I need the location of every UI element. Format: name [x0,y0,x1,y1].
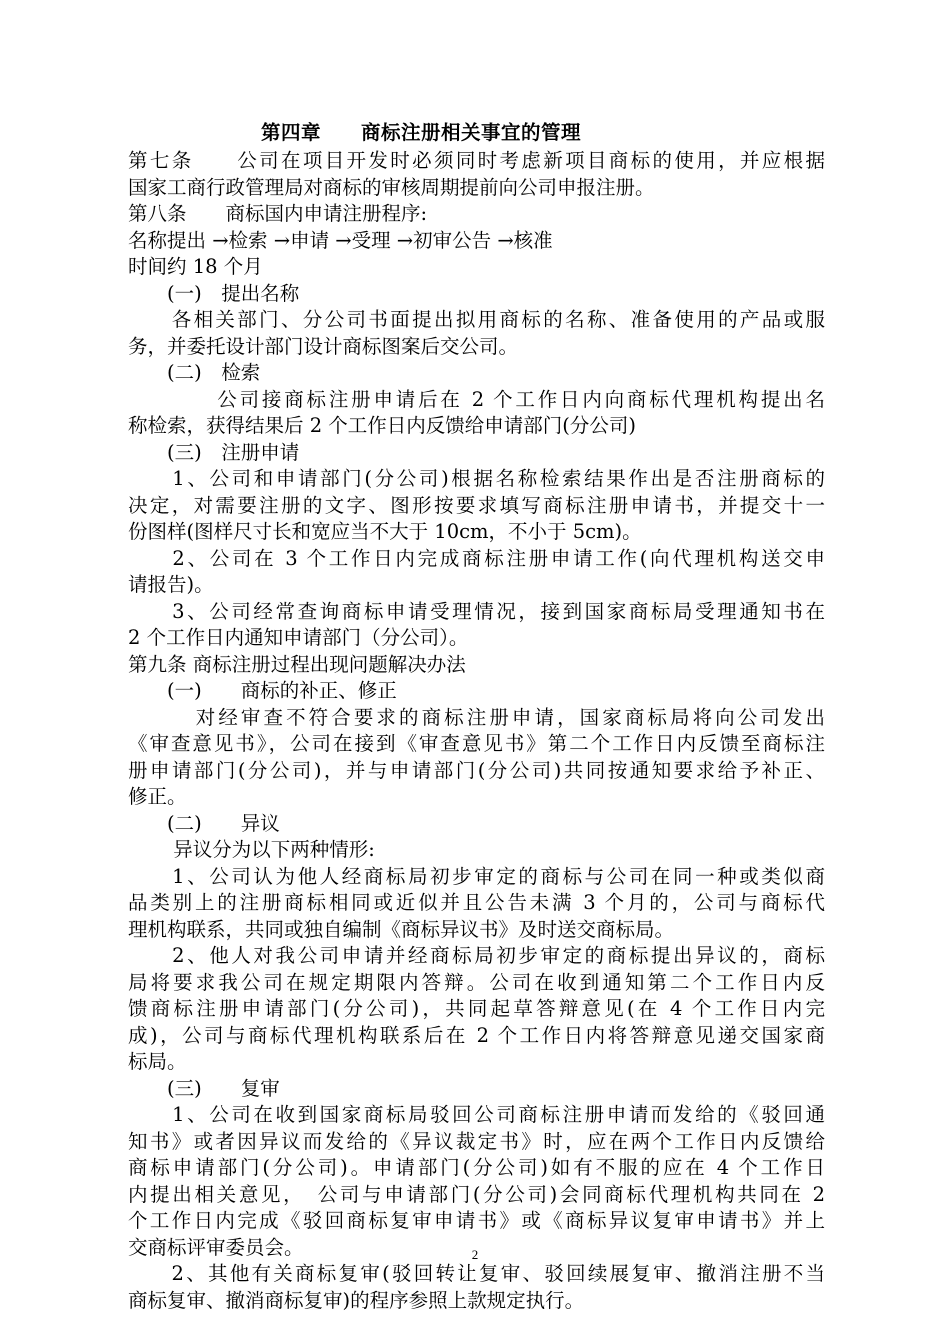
text-line-content: 商标申请部门(分公司)。申请部门(分公司)如有不服的应在 4 个工作日 [128,1156,825,1179]
text-line-content: (三) 注册申请 [128,440,300,464]
text-line [128,572,825,599]
text-line-content: 品类别上的注册商标相同或近似并且公告未满 3 个月的，公司与商标代 [128,891,825,914]
text-line [128,387,825,414]
text-line-content: 2 个工作日内通知申请部门（分公司）。 [128,626,469,649]
text-line-content: 2、他人对我公司申请并经商标局初步审定的商标提出异议的，商标 [128,944,825,967]
text-line-content: 各相关部门、分公司书面提出拟用商标的名称、准备使用的产品或服 [128,308,825,331]
text-line [128,413,825,440]
text-line [128,201,825,228]
text-line [128,599,825,626]
text-line-content: (二) 异议 [128,811,280,835]
text-line-content: 知书》或者因异议而发给的《异议裁定书》时，应在两个工作日内反馈给 [128,1129,825,1153]
paragraph-lines [128,148,825,1314]
text-line [128,281,825,308]
text-line [128,864,825,891]
text-line [128,996,825,1023]
text-line-content: 第七条 公司在项目开发时必须同时考虑新项目商标的使用，并应根据 [128,149,825,172]
text-line-content: 2、其他有关商标复审(驳回转让复审、驳回续展复审、撤消注册不当 [128,1262,825,1285]
text-line-content: 务，并委托设计部门设计商标图案后交公司。 [128,334,519,358]
text-line [128,970,825,997]
text-line [128,334,825,361]
text-line [128,519,825,546]
text-line [128,731,825,758]
text-line [128,705,825,732]
text-line [128,1049,825,1076]
text-line-content: 标局。 [128,1050,187,1073]
text-line [128,1129,825,1156]
text-line-content: 1、公司和申请部门(分公司)根据名称检索结果作出是否注册商标的 [128,467,825,490]
text-line [128,148,825,175]
text-line [128,1261,825,1288]
text-line-content: 国家工商行政管理局对商标的审核周期提前向公司申报注册。 [128,175,655,199]
text-line [128,1155,825,1182]
text-line-content: 决定，对需要注册的文字、图形按要求填写商标注册申请书，并提交十一 [128,493,825,517]
text-line-content: 对经审查不符合要求的商标注册申请，国家商标局将向公司发出 [128,705,825,729]
text-line [128,493,825,520]
text-line [128,254,825,281]
page-number: 2 [471,1247,479,1262]
text-line-content: 2、公司在 3 个工作日内完成商标注册申请工作(向代理机构送交申 [128,546,825,570]
text-line [128,1288,825,1315]
text-line-content: 3、公司经常查询商标申请受理情况，接到国家商标局受理通知书在 [128,599,825,623]
text-line [128,228,825,255]
text-line-content: 异议分为以下两种情形: [128,838,375,861]
text-line-content: 请报告)。 [128,573,214,596]
text-line-content: 局将要求我公司在规定期限内答辩。公司在收到通知第二个工作日内反 [128,970,825,994]
text-line [128,1102,825,1129]
text-line-content: (一) 商标的补正、修正 [128,679,397,702]
text-line-content: 修正。 [128,785,187,808]
text-line [128,652,825,679]
text-line-content: 交商标评审委员会。 [128,1235,304,1259]
text-line-content: 商标复审、撤消商标复审)的程序参照上款规定执行。 [128,1288,585,1312]
text-line [128,1208,825,1235]
text-line [128,466,825,493]
text-line-content: 1、公司认为他人经商标局初步审定的商标与公司在同一种或类似商 [128,864,825,888]
text-line [128,837,825,864]
text-line-content: 《审查意见书》，公司在接到《审查意见书》第二个工作日内反馈至商标注 [128,732,825,755]
text-line [128,1076,825,1103]
chapter-title: 第四章 商标注册相关事宜的管理 [261,121,582,144]
text-line-content: 理机构联系，共同或独自编制《商标异议书》及时送交商标局。 [128,917,675,941]
text-line [128,546,825,573]
text-line-content: (二) 检索 [128,361,261,384]
text-line [128,1023,825,1050]
text-line-content: 第八条 商标国内申请注册程序: [128,202,428,225]
text-line-content: 1、公司在收到国家商标局驳回公司商标注册申请而发给的《驳回通 [128,1103,825,1126]
text-line-content: 时间约 18 个月 [128,255,263,278]
text-line [128,440,825,467]
text-line [128,758,825,785]
text-line-content: (三) 复审 [128,1076,280,1100]
text-line-content: 份图样(图样尺寸长和宽应当不大于 10cm，不小于 5cm)。 [128,520,642,543]
text-line-content: 成)，公司与商标代理机构联系后在 2 个工作日内将答辩意见递交国家商 [128,1023,825,1047]
text-line [128,175,825,202]
text-line-content: 名称提出 →检索 →申请 →受理 →初审公告 →核准 [128,228,553,252]
text-line [128,360,825,387]
text-line-content: 馈商标注册申请部门(分公司)，共同起草答辩意见(在 4 个工作日内完 [128,997,825,1020]
text-line-content: 内提出相关意见， 公司与申请部门(分公司)会同商标代理机构共同在 2 [128,1182,825,1206]
text-line-content: 个工作日内完成《驳回商标复审申请书》或《商标异议复审申请书》并上 [128,1209,825,1232]
text-line-content: 册申请部门(分公司)，并与申请部门(分公司)共同按通知要求给予补正、 [128,758,825,782]
text-line [128,307,825,334]
text-line [128,784,825,811]
text-line [128,1182,825,1209]
document-body [128,118,825,1314]
text-line [128,943,825,970]
text-line [128,917,825,944]
text-line [128,678,825,705]
text-line [128,890,825,917]
text-line [128,625,825,652]
text-line-content: (一) 提出名称 [128,281,300,305]
text-line-content: 公司接商标注册申请后在 2 个工作日内向商标代理机构提出名 [128,387,825,411]
text-line-content: 称检索，获得结果后 2 个工作日内反馈给申请部门(分公司) [128,414,637,437]
text-line-content: 第九条 商标注册过程出现问题解决办法 [128,652,466,676]
text-line [128,811,825,838]
